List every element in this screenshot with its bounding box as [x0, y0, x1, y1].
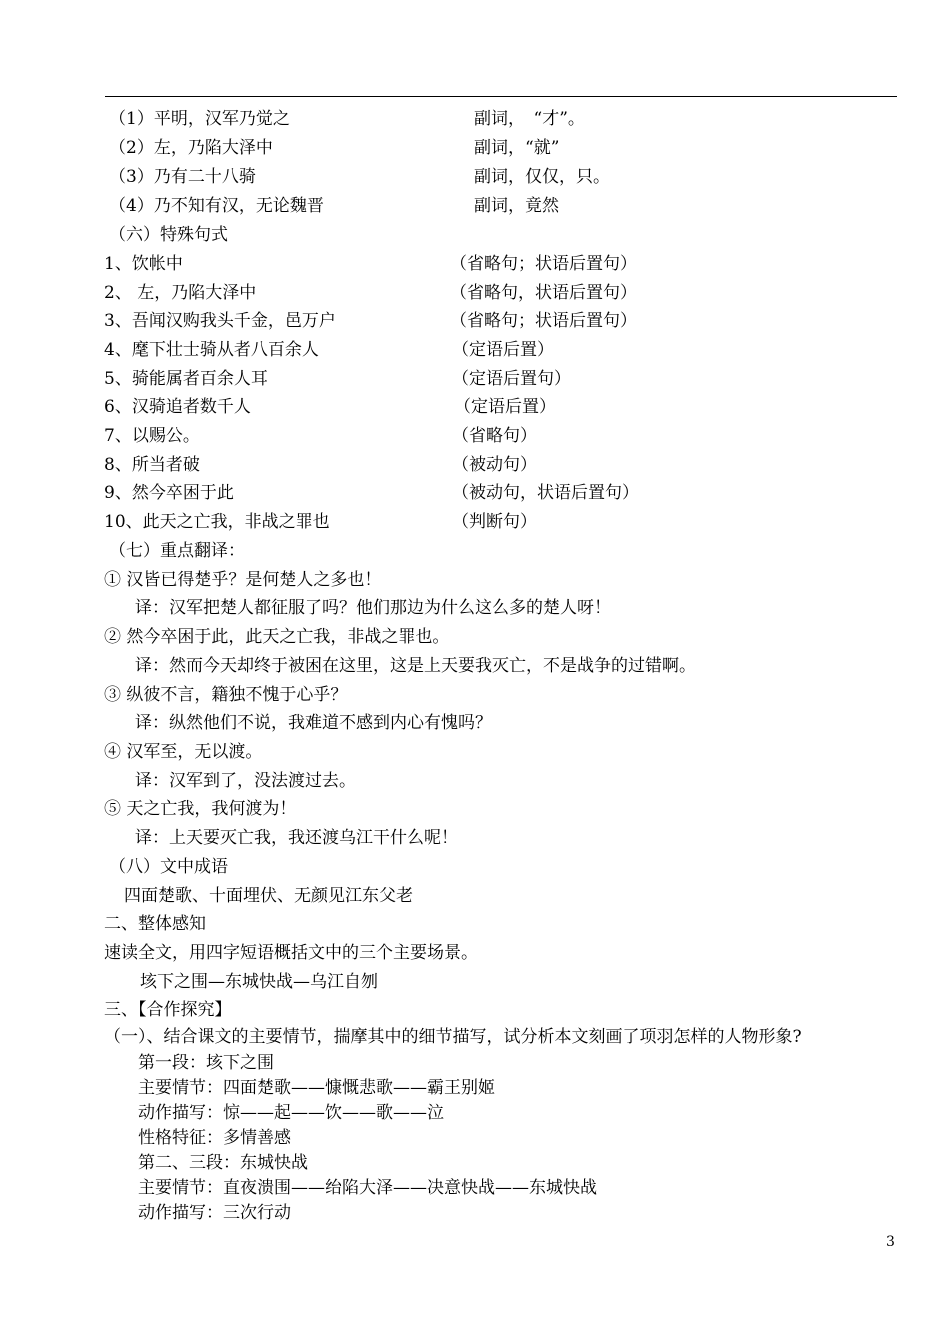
inquiry-heading: 三、【合作探究】 — [104, 1000, 232, 1020]
special-sentence-type-5: （定语后置句） — [452, 369, 571, 389]
adverb-note-4: 副词，竟然 — [474, 196, 559, 216]
inquiry-question: （一）、结合课文的主要情节，揣摩其中的细节描写，试分析本文刻画了项羽怎样的人物形象? — [104, 1027, 802, 1047]
translation-text-2: 译：然而今天却终于被困在这里，这是上天要我灭亡，不是战争的过错啊。 — [135, 656, 696, 676]
special-sentence-type-2: （省略句，状语后置句） — [450, 283, 637, 303]
adverb-note-1: 副词， “才”。 — [474, 109, 585, 129]
inquiry-line-2: 主要情节：四面楚歌——慷慨悲歌——霸王别姬 — [138, 1078, 495, 1098]
special-sentence-4: 4、麾下壮士骑从者八百余人 — [104, 340, 319, 360]
inquiry-line-1: 第一段：垓下之围 — [138, 1053, 274, 1073]
adverb-example-1: （1）平明，汉军乃觉之 — [109, 109, 290, 129]
translations-heading: （七）重点翻译： — [109, 541, 245, 561]
idioms-heading: （八）文中成语 — [109, 857, 228, 877]
translation-original-1: ① 汉皆已得楚乎？是何楚人之多也！ — [104, 570, 382, 590]
special-sentence-3: 3、吾闻汉购我头千金，邑万户 — [104, 311, 336, 331]
special-sentence-1: 1、饮帐中 — [104, 254, 183, 274]
translation-text-3: 译：纵然他们不说，我难道不感到内心有愧吗？ — [135, 713, 492, 733]
translation-original-4: ④ 汉军至，无以渡。 — [104, 742, 263, 762]
translation-text-4: 译：汉军到了，没法渡过去。 — [135, 771, 356, 791]
adverb-example-4: （4）乃不知有汉，无论魏晋 — [109, 196, 324, 216]
adverb-note-3: 副词，仅仅，只。 — [474, 167, 610, 187]
overall-answer: 垓下之围—东城快战—乌江自刎 — [140, 972, 378, 992]
adverb-note-2: 副词，“就” — [474, 138, 560, 158]
special-sentence-type-3: （省略句；状语后置句） — [450, 311, 637, 331]
special-sentence-10: 10、此天之亡我，非战之罪也 — [104, 512, 330, 532]
adverb-example-2: （2）左，乃陷大泽中 — [109, 138, 273, 158]
overall-heading: 二、整体感知 — [104, 914, 206, 934]
special-sentence-2: 2、 左，乃陷大泽中 — [104, 283, 257, 303]
inquiry-line-4: 性格特征：多情善感 — [138, 1128, 291, 1148]
special-sentence-9: 9、然今卒困于此 — [104, 483, 234, 503]
inquiry-line-6: 主要情节：直夜溃围——绐陷大泽——决意快战——东城快战 — [138, 1178, 597, 1198]
special-sentence-type-10: （判断句） — [452, 512, 537, 532]
special-sentence-7: 7、以赐公。 — [104, 426, 200, 446]
translation-text-5: 译：上天要灭亡我，我还渡乌江干什么呢！ — [135, 828, 458, 848]
special-sentence-type-4: （定语后置） — [452, 340, 554, 360]
inquiry-line-5: 第二、三段：东城快战 — [138, 1153, 308, 1173]
translation-original-2: ② 然今卒困于此，此天之亡我，非战之罪也。 — [104, 627, 450, 647]
page-number: 3 — [886, 1234, 895, 1250]
special-sentence-type-1: （省略句；状语后置句） — [450, 254, 637, 274]
translation-original-5: ⑤ 天之亡我，我何渡为！ — [104, 799, 297, 819]
adverb-example-3: （3）乃有二十八骑 — [109, 167, 256, 187]
overall-prompt: 速读全文，用四字短语概括文中的三个主要场景。 — [104, 943, 478, 963]
translation-text-1: 译：汉军把楚人都征服了吗？他们那边为什么这么多的楚人呀！ — [135, 598, 611, 618]
special-sentence-6: 6、汉骑追者数千人 — [104, 397, 251, 417]
inquiry-line-7: 动作描写：三次行动 — [138, 1203, 291, 1223]
special-sentence-8: 8、所当者破 — [104, 455, 200, 475]
idioms-text: 四面楚歌、十面埋伏、无颜见江东父老 — [124, 886, 413, 906]
header-rule — [105, 96, 897, 97]
special-sentence-type-6: （定语后置） — [454, 397, 556, 417]
translation-original-3: ③ 纵彼不言，籍独不愧于心乎？ — [104, 685, 348, 705]
inquiry-line-3: 动作描写：惊——起——饮——歌——泣 — [138, 1103, 444, 1123]
special-sentence-type-7: （省略句） — [452, 426, 537, 446]
special-sentences-heading: （六）特殊句式 — [109, 225, 228, 245]
special-sentence-5: 5、骑能属者百余人耳 — [104, 369, 268, 389]
special-sentence-type-8: （被动句） — [452, 455, 537, 475]
special-sentence-type-9: （被动句，状语后置句） — [452, 483, 639, 503]
